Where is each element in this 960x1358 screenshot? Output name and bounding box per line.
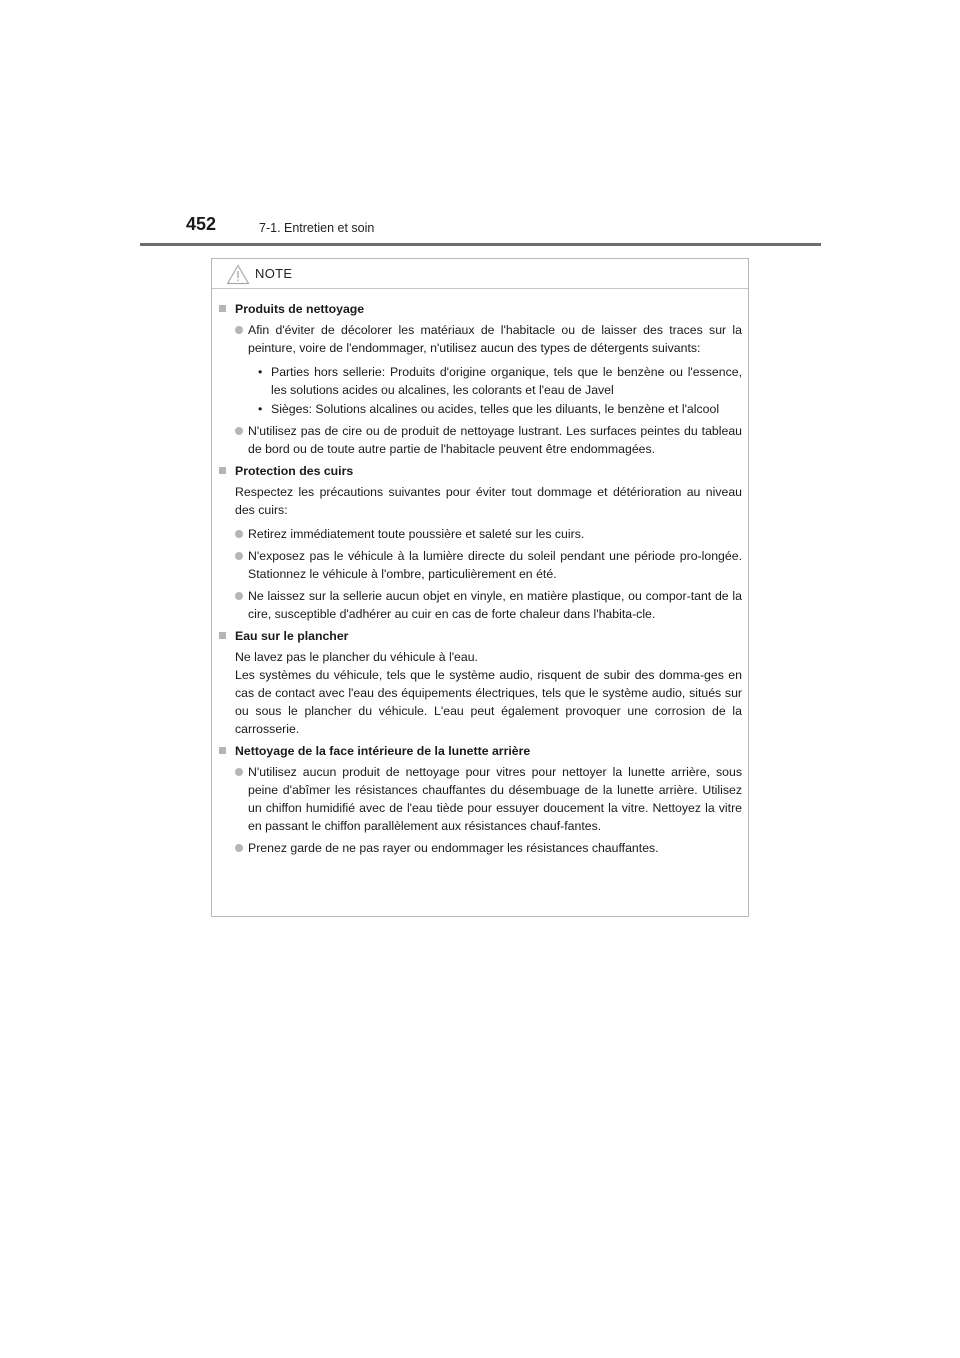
bullet-text: N'utilisez pas de cire ou de produit de nettoyage lustrant. Les surfaces peintes du tableau de bord ou de toute autre partie de l'habitacle peuvent être endommagées.	[248, 424, 742, 456]
section-eau-plancher	[218, 627, 742, 738]
bullet-text: N'exposez pas le véhicule à la lumière directe du soleil pendant une période pro-longée. Stationnez le véhicule à l'ombre, particulièrement en été.	[248, 549, 742, 581]
sub-list-item	[248, 400, 742, 418]
sub-item-text: Sièges: Solutions alcalines ou acides, telles que les diluants, le benzène et l'alcool	[271, 402, 720, 416]
round-bullet-icon	[235, 592, 243, 600]
round-bullet-icon	[235, 427, 243, 435]
section-heading: Eau sur le plancher	[235, 629, 349, 643]
list-item	[235, 763, 742, 835]
section-heading: Protection des cuirs	[235, 464, 354, 478]
sub-list-item	[248, 363, 742, 399]
section-heading: Nettoyage de la face intérieure de la lunette arrière	[235, 744, 531, 758]
note-header	[212, 259, 748, 289]
sub-bullet-mark: •	[258, 365, 263, 379]
warning-triangle-icon	[226, 264, 250, 285]
round-bullet-icon	[235, 768, 243, 776]
round-bullet-icon	[235, 326, 243, 334]
list-item	[235, 525, 742, 543]
list-item	[235, 587, 742, 623]
bullet-text: N'utilisez aucun produit de nettoyage pour vitres pour nettoyer la lunette arrière, sous peine d'abîmer les résistances chauffantes du désembuage de la lunette arrière. Utilisez un chiffon humidifié avec de l'eau tiède pour essuyer doucement la vitre. Nettoyez la vitre en passant le chiffon parallèlement aux résistances chauf-fantes.	[248, 765, 742, 833]
bullet-text: Retirez immédiatement toute poussière et saleté sur les cuirs.	[248, 527, 585, 541]
sub-item-text: Parties hors sellerie: Produits d'origine organique, tels que le benzène ou l'essence, les solutions acides ou alcalines, les colorants et l'eau de Javel	[271, 365, 742, 397]
sub-bullet-mark: •	[258, 402, 263, 416]
section-intro-line: Les systèmes du véhicule, tels que le système audio, risquent de subir des domma-ges en cas de contact avec l'eau des équipements électriques, tels que le système audio, situés sur ou sous le plancher du véhicule. L'eau peut également provoquer une corrosion de la carrosserie.	[235, 668, 742, 736]
section-protection-cuirs	[218, 462, 742, 623]
section-produits-nettoyage	[218, 300, 742, 458]
round-bullet-icon	[235, 530, 243, 538]
section-intro: Respectez les précautions suivantes pour éviter tout dommage et détérioration au niveau des cuirs:	[235, 485, 742, 517]
bullet-text: Afin d'éviter de décolorer les matériaux de l'habitacle ou de laisser des traces sur la peinture, voire de l'endommager, n'utilisez aucun des types de détergents suivants:	[248, 323, 742, 355]
list-item	[235, 422, 742, 458]
square-bullet-icon	[219, 747, 226, 754]
list-item	[235, 547, 742, 583]
note-body	[212, 289, 748, 857]
section-title: 7-1. Entretien et soin	[259, 221, 375, 235]
section-intro-line: Ne lavez pas le plancher du véhicule à l'eau.	[235, 650, 478, 664]
square-bullet-icon	[219, 305, 226, 312]
page-number: 452	[186, 214, 217, 234]
section-heading: Produits de nettoyage	[235, 302, 365, 316]
note-box	[211, 258, 749, 917]
square-bullet-icon	[219, 632, 226, 639]
note-label: NOTE	[255, 266, 293, 281]
bullet-text: Prenez garde de ne pas rayer ou endommager les résistances chauffantes.	[248, 841, 659, 855]
section-lunette-arriere	[218, 742, 742, 857]
bullet-text: Ne laissez sur la sellerie aucun objet en vinyle, en matière plastique, ou compor-tant de la cire, susceptible d'adhérer au cuir en cas de forte chaleur dans l'habita-cle.	[248, 589, 742, 621]
round-bullet-icon	[235, 552, 243, 560]
round-bullet-icon	[235, 844, 243, 852]
header-divider	[140, 243, 821, 246]
square-bullet-icon	[219, 467, 226, 474]
list-item	[235, 839, 742, 857]
list-item	[235, 321, 742, 418]
